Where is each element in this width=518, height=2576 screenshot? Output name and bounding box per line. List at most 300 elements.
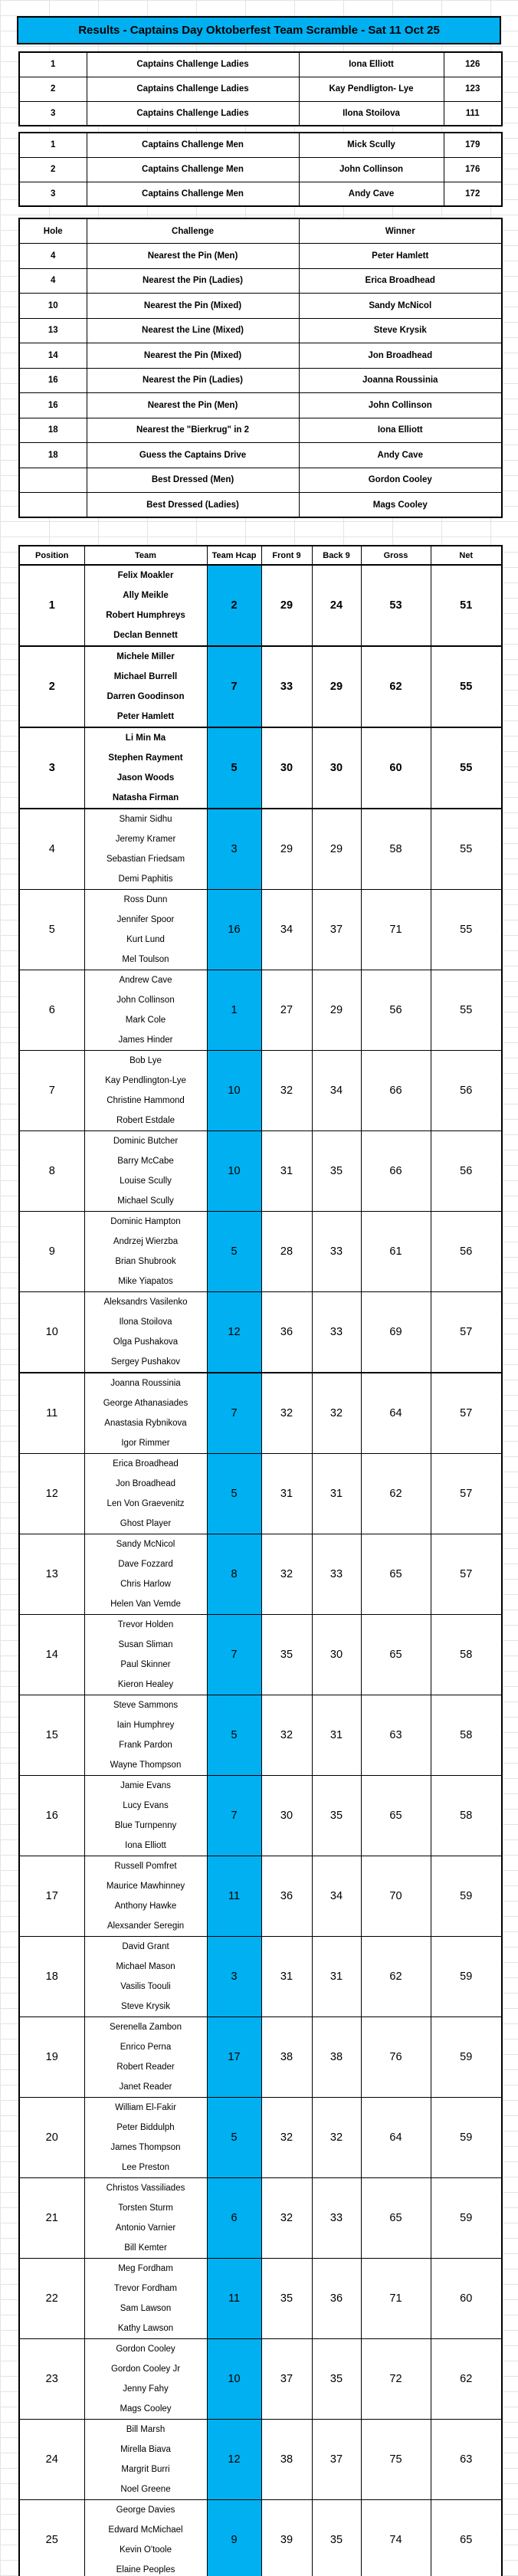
net-cell: 59: [431, 2017, 502, 2098]
team-member: Andrzej Wierzba: [113, 1237, 179, 1246]
position-cell: 22: [19, 2259, 84, 2339]
gross-cell: 64: [361, 1373, 431, 1454]
team-hcap-cell: 3: [207, 809, 261, 890]
position-cell: 3: [19, 727, 84, 809]
net-cell: 59: [431, 2178, 502, 2259]
team-member: Dominic Butcher: [113, 1137, 179, 1146]
result-row: [19, 646, 502, 727]
hole-cell: 18: [19, 418, 87, 443]
team-member: Antonio Varnier: [115, 2223, 176, 2233]
challenge-row: [19, 493, 502, 518]
challenge-header: Challenge: [87, 218, 299, 244]
gross-cell: 65: [361, 1534, 431, 1615]
back-9-header: Back 9: [312, 546, 361, 565]
gross-cell: 70: [361, 1856, 431, 1937]
challenge-cell: Nearest the Pin (Men): [87, 393, 299, 418]
team-member: Sam Lawson: [120, 2304, 172, 2313]
team-cell: [84, 1534, 207, 1615]
result-row: [19, 2420, 502, 2500]
result-row: [19, 2178, 502, 2259]
team-member: James Thompson: [110, 2143, 181, 2152]
team-cell: [84, 1212, 207, 1292]
back-9-cell: 34: [312, 1051, 361, 1131]
team-cell: [84, 646, 207, 727]
team-member: Trevor Holden: [117, 1620, 174, 1629]
result-row: [19, 890, 502, 970]
team-cell: [84, 1856, 207, 1937]
team-member: Iona Elliott: [125, 1841, 166, 1850]
hole-cell: 16: [19, 368, 87, 393]
gross-cell: 65: [361, 2178, 431, 2259]
team-member: Janet Reader: [119, 2082, 172, 2092]
position-cell: 8: [19, 1131, 84, 1212]
team-member: Gordon Cooley: [116, 2345, 175, 2354]
team-member: Mark Cole: [125, 1016, 166, 1025]
challenge-cell: Nearest the Pin (Men): [87, 244, 299, 269]
challenge-cell: Captains Challenge Ladies: [87, 77, 299, 101]
team-member: Anastasia Rybnikova: [104, 1419, 187, 1428]
front-9-cell: 32: [261, 1051, 312, 1131]
team-cell: [84, 2098, 207, 2178]
front-9-cell: 27: [261, 970, 312, 1051]
team-member: Enrico Perna: [120, 2043, 172, 2052]
score-cell: 179: [444, 133, 502, 157]
team-member: Helen Van Vemde: [110, 1600, 181, 1609]
back-9-cell: 29: [312, 809, 361, 890]
team-member: William El-Fakir: [115, 2103, 176, 2112]
back-9-cell: 37: [312, 2420, 361, 2500]
team-member: Len Von Graevenitz: [107, 1499, 185, 1508]
net-cell: 57: [431, 1292, 502, 1373]
team-member: Ghost Player: [120, 1519, 172, 1528]
challenge-cell: Best Dressed (Men): [87, 468, 299, 493]
back-9-cell: 33: [312, 1212, 361, 1292]
gross-cell: 65: [361, 1615, 431, 1695]
net-cell: 59: [431, 1937, 502, 2017]
net-cell: 55: [431, 727, 502, 809]
challenge-cell: Captains Challenge Men: [87, 182, 299, 206]
challenge-cell: Nearest the Pin (Mixed): [87, 343, 299, 369]
gross-cell: 53: [361, 565, 431, 646]
team-member: Robert Estdale: [116, 1116, 175, 1125]
back-9-cell: 31: [312, 1454, 361, 1534]
gross-cell: 66: [361, 1131, 431, 1212]
winner-cell: Andy Cave: [299, 443, 502, 468]
team-member: Peter Hamlett: [116, 712, 175, 721]
net-cell: 57: [431, 1454, 502, 1534]
back-9-cell: 37: [312, 890, 361, 970]
team-member: Frank Pardon: [119, 1741, 172, 1750]
position-cell: 1: [19, 52, 87, 77]
score-cell: 176: [444, 157, 502, 182]
back-9-cell: 29: [312, 970, 361, 1051]
net-cell: 57: [431, 1373, 502, 1454]
back-9-cell: 32: [312, 1373, 361, 1454]
team-member: Michael Scully: [117, 1196, 174, 1206]
gross-header: Gross: [361, 546, 431, 565]
back-9-cell: 32: [312, 2098, 361, 2178]
team-cell: [84, 1695, 207, 1776]
team-member: Sandy McNicol: [116, 1540, 175, 1549]
net-cell: 56: [431, 1051, 502, 1131]
front-9-cell: 39: [261, 2500, 312, 2576]
hole-cell: 16: [19, 393, 87, 418]
back-9-cell: 31: [312, 1695, 361, 1776]
front-9-cell: 31: [261, 1131, 312, 1212]
front-9-header: Front 9: [261, 546, 312, 565]
winner-cell: Peter Hamlett: [299, 244, 502, 269]
challenge-row: [19, 368, 502, 393]
team-results-table: [18, 545, 503, 2576]
position-cell: 13: [19, 1534, 84, 1615]
net-cell: 55: [431, 809, 502, 890]
team-cell: [84, 2017, 207, 2098]
team-member: Sebastian Friedsam: [106, 855, 185, 864]
gross-cell: 62: [361, 1454, 431, 1534]
team-member: Margrit Burri: [121, 2465, 170, 2474]
team-member: Darren Goodinson: [107, 692, 185, 701]
back-9-cell: 33: [312, 1534, 361, 1615]
team-member: Andrew Cave: [119, 976, 172, 985]
team-member: Brian Shubrook: [115, 1257, 176, 1266]
net-cell: 59: [431, 2098, 502, 2178]
front-9-cell: 29: [261, 565, 312, 646]
team-member: Olga Pushakova: [113, 1337, 179, 1347]
result-row: [19, 1212, 502, 1292]
position-cell: 5: [19, 890, 84, 970]
front-9-cell: 36: [261, 1292, 312, 1373]
front-9-cell: 32: [261, 2178, 312, 2259]
front-9-cell: 28: [261, 1212, 312, 1292]
team-hcap-cell: 1: [207, 970, 261, 1051]
gross-cell: 71: [361, 2259, 431, 2339]
team-member: Ilona Stoilova: [119, 1318, 172, 1327]
team-member: Mel Toulson: [122, 955, 169, 964]
challenges-header-row: [19, 218, 502, 244]
winner-cell: Kay Pendligton- Lye: [299, 77, 444, 101]
team-member: Michael Mason: [116, 1962, 175, 1971]
challenge-cell: Captains Challenge Ladies: [87, 52, 299, 77]
team-member: Bill Marsh: [126, 2425, 166, 2434]
challenge-cell: Captains Challenge Ladies: [87, 101, 299, 126]
hole-cell: 14: [19, 343, 87, 369]
team-member: Iain Humphrey: [116, 1721, 175, 1730]
position-cell: 18: [19, 1937, 84, 2017]
result-row: [19, 2339, 502, 2420]
challenge-cell: Nearest the Pin (Ladies): [87, 368, 299, 393]
winner-cell: Steve Krysik: [299, 318, 502, 343]
position-cell: 17: [19, 1856, 84, 1937]
team-hcap-cell: 7: [207, 1615, 261, 1695]
team-cell: [84, 1937, 207, 2017]
net-cell: 60: [431, 2259, 502, 2339]
team-member: Michael Burrell: [113, 672, 178, 681]
results-header-row: [19, 546, 502, 565]
winner-cell: Sandy McNicol: [299, 294, 502, 319]
team-member: Christine Hammond: [107, 1096, 185, 1105]
team-hcap-cell: 9: [207, 2500, 261, 2576]
team-cell: [84, 2420, 207, 2500]
team-cell: [84, 809, 207, 890]
team-member: Meg Fordham: [118, 2264, 173, 2273]
team-hcap-cell: 12: [207, 1292, 261, 1373]
front-9-cell: 38: [261, 2420, 312, 2500]
front-9-cell: 31: [261, 1454, 312, 1534]
team-member: Natasha Firman: [112, 793, 179, 802]
team-member: Peter Biddulph: [116, 2123, 175, 2132]
team-member: Chris Harlow: [120, 1580, 171, 1589]
challenge-row: [19, 468, 502, 493]
gross-cell: 61: [361, 1212, 431, 1292]
result-row: [19, 2098, 502, 2178]
position-cell: 2: [19, 157, 87, 182]
team-hcap-cell: 7: [207, 646, 261, 727]
team-member: Serenella Zambon: [110, 2023, 182, 2032]
front-9-cell: 36: [261, 1856, 312, 1937]
team-cell: [84, 565, 207, 646]
challenge-cell: Nearest the "Bierkrug" in 2: [87, 418, 299, 443]
team-member: Jennifer Spoor: [116, 915, 175, 924]
team-cell: [84, 1373, 207, 1454]
team-cell: [84, 890, 207, 970]
gross-cell: 62: [361, 646, 431, 727]
position-cell: 20: [19, 2098, 84, 2178]
team-member: Jamie Evans: [120, 1781, 171, 1790]
front-9-cell: 38: [261, 2017, 312, 2098]
team-member: Steve Krysik: [121, 2002, 170, 2011]
team-member: Felix Moakler: [117, 571, 174, 580]
team-member: Robert Reader: [116, 2062, 175, 2072]
team-hcap-cell: 5: [207, 727, 261, 809]
result-row: [19, 1051, 502, 1131]
team-cell: [84, 970, 207, 1051]
position-cell: 19: [19, 2017, 84, 2098]
team-member: Joanna Roussinia: [110, 1379, 181, 1388]
team-hcap-cell: 11: [207, 2259, 261, 2339]
ladies-row: [19, 101, 502, 126]
team-cell: [84, 1454, 207, 1534]
position-cell: 25: [19, 2500, 84, 2576]
winner-cell: Erica Broadhead: [299, 268, 502, 294]
winner-cell: Andy Cave: [299, 182, 444, 206]
back-9-cell: 38: [312, 2017, 361, 2098]
team-member: Declan Bennett: [113, 631, 178, 640]
team-member: Bill Kemter: [124, 2243, 167, 2253]
winner-cell: Ilona Stoilova: [299, 101, 444, 126]
position-cell: 2: [19, 77, 87, 101]
team-hcap-cell: 5: [207, 1695, 261, 1776]
result-row: [19, 809, 502, 890]
hole-cell: [19, 468, 87, 493]
men-challenge-table: [18, 132, 503, 207]
score-cell: 126: [444, 52, 502, 77]
net-cell: 55: [431, 646, 502, 727]
men-row: [19, 182, 502, 206]
team-member: Dave Fozzard: [118, 1560, 173, 1569]
team-member: Jeremy Kramer: [115, 835, 176, 844]
front-9-cell: 32: [261, 1373, 312, 1454]
team-member: George Davies: [116, 2505, 175, 2515]
winner-cell: John Collinson: [299, 157, 444, 182]
team-member: Edward McMichael: [108, 2525, 183, 2535]
net-cell: 63: [431, 2420, 502, 2500]
result-row: [19, 1292, 502, 1373]
team-cell: [84, 1131, 207, 1212]
team-member: Christos Vassiliades: [106, 2184, 185, 2193]
hole-cell: [19, 493, 87, 518]
hole-cell: 4: [19, 268, 87, 294]
result-row: [19, 1615, 502, 1695]
back-9-cell: 35: [312, 2500, 361, 2576]
position-cell: 11: [19, 1373, 84, 1454]
team-member: Vasilis Toouli: [120, 1982, 171, 1991]
winner-cell: Iona Elliott: [299, 52, 444, 77]
position-cell: 3: [19, 182, 87, 206]
challenge-cell: Nearest the Pin (Mixed): [87, 294, 299, 319]
net-cell: 56: [431, 1131, 502, 1212]
ladies-row: [19, 52, 502, 77]
position-cell: 7: [19, 1051, 84, 1131]
result-row: [19, 727, 502, 809]
gross-cell: 72: [361, 2339, 431, 2420]
ladies-row: [19, 77, 502, 101]
result-row: [19, 1534, 502, 1615]
team-member: Mags Cooley: [120, 2404, 172, 2414]
back-9-cell: 35: [312, 1131, 361, 1212]
gross-cell: 64: [361, 2098, 431, 2178]
back-9-cell: 30: [312, 1615, 361, 1695]
team-member: Erica Broadhead: [113, 1459, 179, 1468]
team-member: Jenny Fahy: [123, 2384, 169, 2394]
team-cell: [84, 2178, 207, 2259]
team-member: Mirella Biava: [120, 2445, 171, 2454]
position-header: Position: [19, 546, 84, 565]
team-hcap-cell: 10: [207, 2339, 261, 2420]
net-cell: 51: [431, 565, 502, 646]
challenge-cell: Best Dressed (Ladies): [87, 493, 299, 518]
result-row: [19, 565, 502, 646]
position-cell: 23: [19, 2339, 84, 2420]
position-cell: 12: [19, 1454, 84, 1534]
front-9-cell: 31: [261, 1937, 312, 2017]
team-cell: [84, 1292, 207, 1373]
result-row: [19, 1937, 502, 2017]
winner-cell: Mags Cooley: [299, 493, 502, 518]
team-member: Jason Woods: [116, 773, 175, 783]
team-member: Demi Paphitis: [118, 875, 173, 884]
team-hcap-header: Team Hcap: [207, 546, 261, 565]
winner-cell: John Collinson: [299, 393, 502, 418]
back-9-cell: 24: [312, 565, 361, 646]
position-cell: 21: [19, 2178, 84, 2259]
team-header: Team: [84, 546, 207, 565]
team-member: Torsten Sturm: [118, 2204, 173, 2213]
score-cell: 172: [444, 182, 502, 206]
net-cell: 59: [431, 1856, 502, 1937]
team-member: Trevor Fordham: [113, 2284, 177, 2293]
team-member: David Grant: [122, 1942, 169, 1951]
front-9-cell: 30: [261, 727, 312, 809]
team-cell: [84, 2500, 207, 2576]
back-9-cell: 33: [312, 1292, 361, 1373]
result-row: [19, 1776, 502, 1856]
winner-cell: Joanna Roussinia: [299, 368, 502, 393]
hole-cell: 10: [19, 294, 87, 319]
result-row: [19, 1856, 502, 1937]
team-member: Bob Lye: [130, 1056, 162, 1065]
team-cell: [84, 1051, 207, 1131]
team-member: Gordon Cooley Jr: [110, 2364, 181, 2374]
team-hcap-cell: 10: [207, 1131, 261, 1212]
team-hcap-cell: 16: [207, 890, 261, 970]
team-member: Barry McCabe: [117, 1157, 174, 1166]
team-member: Kathy Lawson: [117, 2324, 174, 2333]
team-member: Kay Pendlington-Lye: [105, 1076, 186, 1085]
result-row: [19, 2017, 502, 2098]
back-9-cell: 36: [312, 2259, 361, 2339]
position-cell: 24: [19, 2420, 84, 2500]
front-9-cell: 32: [261, 1695, 312, 1776]
back-9-cell: 35: [312, 2339, 361, 2420]
ladies-challenge-table: [18, 51, 503, 126]
score-cell: 111: [444, 101, 502, 126]
team-member: Ross Dunn: [123, 895, 168, 904]
team-hcap-cell: 11: [207, 1856, 261, 1937]
men-row: [19, 133, 502, 157]
position-cell: 10: [19, 1292, 84, 1373]
team-member: Li Min Ma: [125, 733, 166, 743]
team-member: Alexsander Seregin: [107, 1921, 185, 1931]
winner-cell: Jon Broadhead: [299, 343, 502, 369]
front-9-cell: 35: [261, 2259, 312, 2339]
position-cell: 1: [19, 565, 84, 646]
gross-cell: 75: [361, 2420, 431, 2500]
team-member: Kevin O'toole: [119, 2545, 172, 2555]
back-9-cell: 30: [312, 727, 361, 809]
challenge-row: [19, 343, 502, 369]
team-member: Blue Turnpenny: [114, 1821, 177, 1830]
front-9-cell: 30: [261, 1776, 312, 1856]
team-hcap-cell: 3: [207, 1937, 261, 2017]
result-row: [19, 1131, 502, 1212]
men-row: [19, 157, 502, 182]
back-9-cell: 29: [312, 646, 361, 727]
challenge-row: [19, 418, 502, 443]
team-member: John Collinson: [116, 996, 175, 1005]
team-member: Lucy Evans: [123, 1801, 169, 1810]
team-cell: [84, 2259, 207, 2339]
team-member: Robert Humphreys: [106, 611, 185, 620]
team-member: Maurice Mawhinney: [106, 1882, 185, 1891]
team-member: Ally Meikle: [123, 591, 169, 600]
challenge-cell: Captains Challenge Men: [87, 133, 299, 157]
front-9-cell: 35: [261, 1615, 312, 1695]
team-cell: [84, 2339, 207, 2420]
result-row: [19, 1373, 502, 1454]
position-cell: 16: [19, 1776, 84, 1856]
team-member: Stephen Rayment: [108, 753, 183, 763]
team-hcap-cell: 10: [207, 1051, 261, 1131]
hole-header: Hole: [19, 218, 87, 244]
gross-cell: 62: [361, 1937, 431, 2017]
challenge-row: [19, 244, 502, 269]
net-cell: 62: [431, 2339, 502, 2420]
team-hcap-cell: 2: [207, 565, 261, 646]
gross-cell: 60: [361, 727, 431, 809]
gross-cell: 76: [361, 2017, 431, 2098]
result-row: [19, 970, 502, 1051]
team-member: James Hinder: [118, 1035, 173, 1045]
